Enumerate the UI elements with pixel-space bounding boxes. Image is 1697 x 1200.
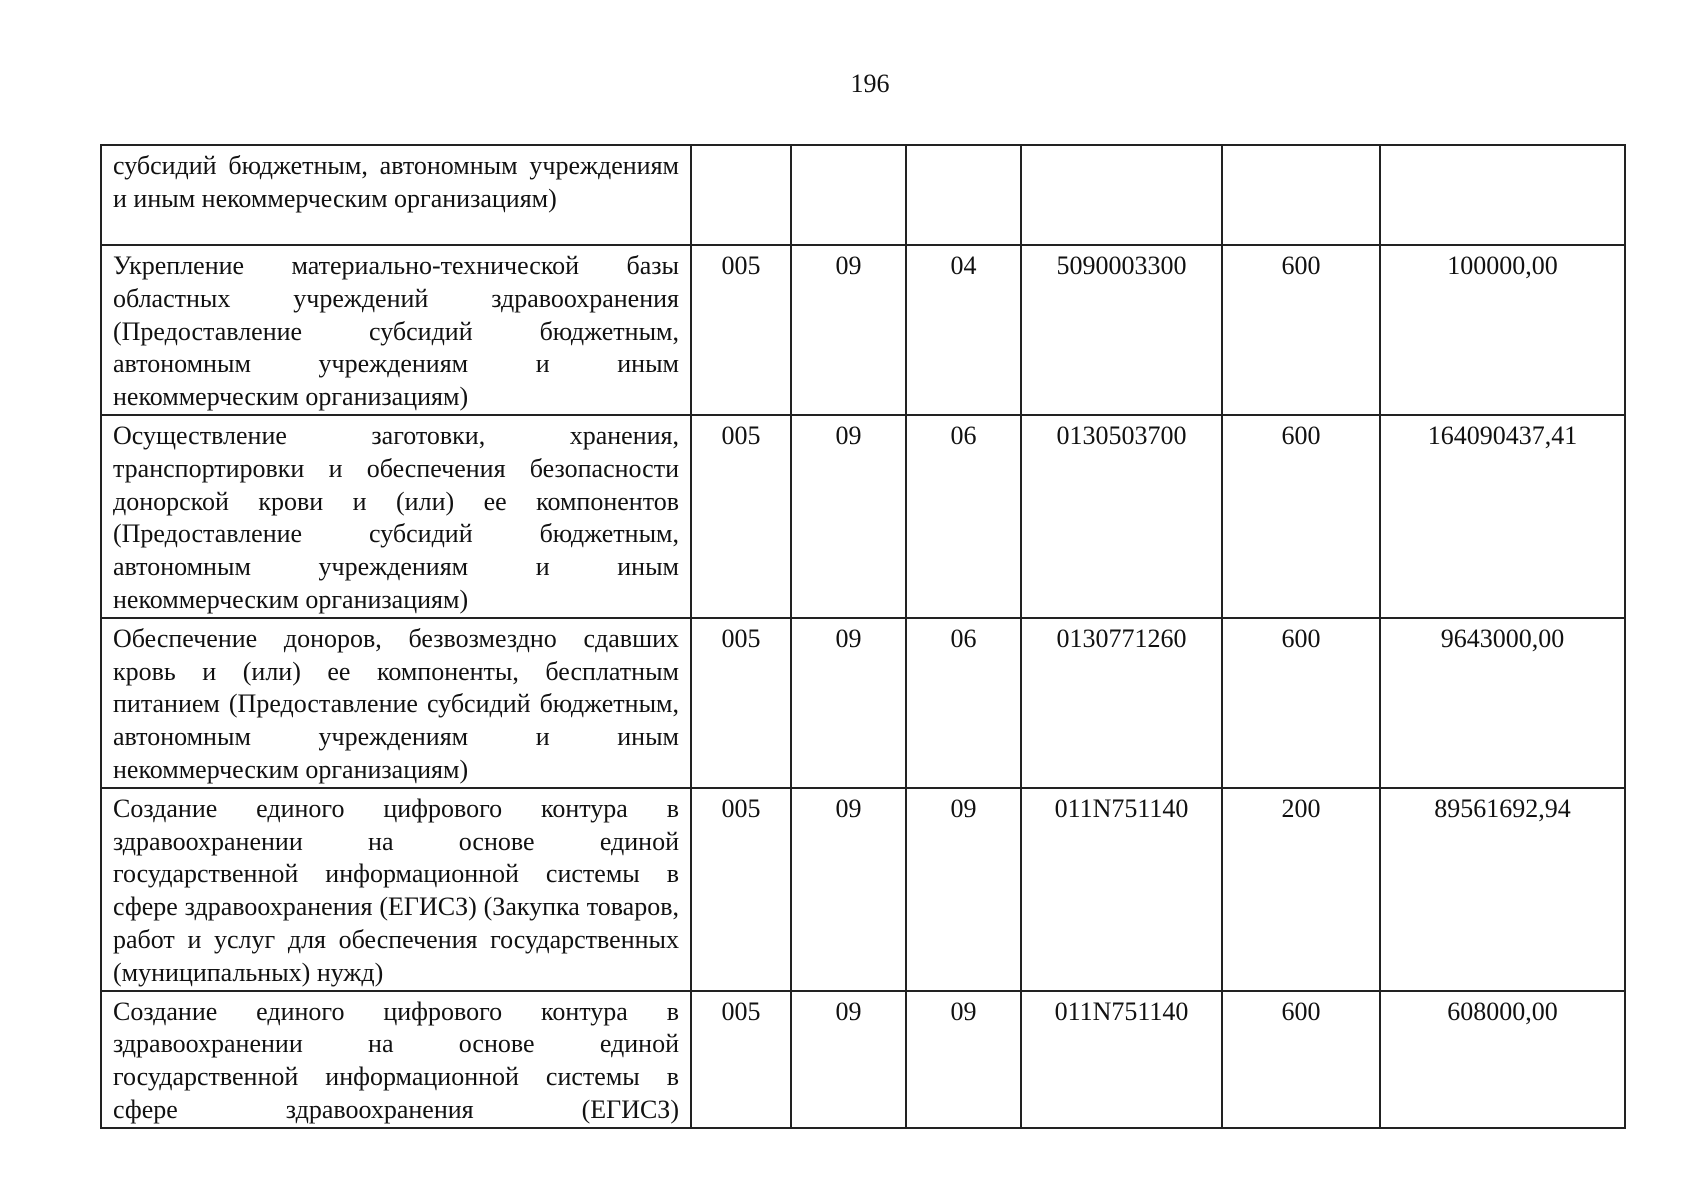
cell-pr: 06 [906,618,1021,788]
table-row [101,415,1625,618]
cell-rz: 09 [791,618,906,788]
cell-pr: 06 [906,415,1021,618]
cell-pr: 09 [906,788,1021,991]
cell-sum [1380,145,1625,245]
table-row [101,145,1625,245]
cell-vr: 600 [1222,245,1380,415]
cell-sum: 89561692,94 [1380,788,1625,991]
row-description: Укрепление материально-технической базы областных учреждений здравоохранения (Предоставление субсидий бюджетным, автономным учреждениям и иным некоммерческим организациям) [101,245,691,415]
page-number: 196 [850,69,890,98]
cell-rz: 09 [791,991,906,1128]
cell-ved: 005 [691,245,791,415]
cell-csr: 0130503700 [1021,415,1222,618]
cell-ved: 005 [691,415,791,618]
cell-csr: 5090003300 [1021,245,1222,415]
cell-rz: 09 [791,788,906,991]
cell-rz [791,145,906,245]
cell-vr: 600 [1222,415,1380,618]
cell-ved [691,145,791,245]
table-row [101,991,1625,1128]
cell-rz: 09 [791,245,906,415]
cell-csr: 0130771260 [1021,618,1222,788]
cell-sum: 164090437,41 [1380,415,1625,618]
row-description: субсидий бюджетным, автономным учреждениям и иным некоммерческим организациям) [101,145,691,245]
cell-pr [906,145,1021,245]
cell-vr [1222,145,1380,245]
cell-vr: 600 [1222,618,1380,788]
row-description: Обеспечение доноров, безвозмездно сдавших кровь и (или) ее компоненты, бесплатным питанием (Предоставление субсидий бюджетным, автономным учреждениям и иным некоммерческим организациям) [101,618,691,788]
cell-sum: 9643000,00 [1380,618,1625,788]
cell-ved: 005 [691,618,791,788]
cell-sum: 608000,00 [1380,991,1625,1128]
cell-rz: 09 [791,415,906,618]
cell-csr [1021,145,1222,245]
cell-vr: 600 [1222,991,1380,1128]
cell-vr: 200 [1222,788,1380,991]
cell-pr: 09 [906,991,1021,1128]
budget-table [100,144,1626,1129]
row-description: Осуществление заготовки, хранения, транспортировки и обеспечения безопасности донорской крови и (или) ее компонентов (Предоставление субсидий бюджетным, автономным учреждениям и иным некоммерческим организациям) [101,415,691,618]
table-row [101,788,1625,991]
cell-ved: 005 [691,788,791,991]
row-description: Создание единого цифрового контура в здравоохранении на основе единой государственной информационной системы в сфере здравоохранения (ЕГИСЗ) [101,991,691,1128]
row-description: Создание единого цифрового контура в здравоохранении на основе единой государственной информационной системы в сфере здравоохранения (ЕГИСЗ) (Закупка товаров, работ и услуг для обеспечения государственных (муниципальных) нужд) [101,788,691,991]
cell-pr: 04 [906,245,1021,415]
cell-ved: 005 [691,991,791,1128]
cell-csr: 011N751140 [1021,788,1222,991]
cell-csr: 011N751140 [1021,991,1222,1128]
cell-sum: 100000,00 [1380,245,1625,415]
table-row [101,245,1625,415]
table-row [101,618,1625,788]
